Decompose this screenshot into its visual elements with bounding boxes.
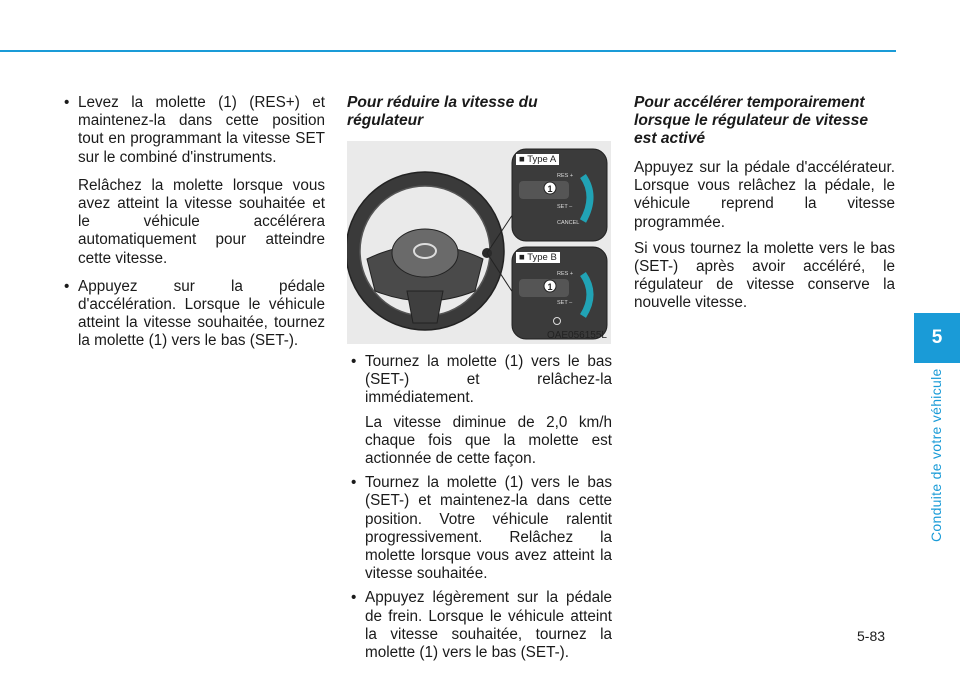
set-label-a: SET – bbox=[557, 204, 573, 210]
col2-bullet-3: • Appuyez légèrement sur la pédale de frein. Lorsque le véhicule atteint la vitesse souhaitée, tournez la molette (1) vers le bas (SET-). bbox=[347, 589, 612, 662]
page-number: 5-83 bbox=[857, 628, 886, 644]
column-2 bbox=[347, 94, 612, 130]
column-1 bbox=[60, 94, 325, 351]
section-heading-accelerate: Pour accélérer temporairement lorsque le régulateur de vitesse est activé bbox=[634, 94, 868, 147]
col3-paragraph-2: Si vous tournez la molette vers le bas (SET-) après avoir accéléré, le régulateur de vitesse conserve la nouvelle vitesse. bbox=[634, 239, 895, 312]
type-b-label: ■ Type B bbox=[516, 252, 560, 263]
col2-bullet-2: • Tournez la molette (1) vers le bas (SET-) et maintenez-la dans cette position. Votre véhicule ralentit progressivement. Relâchez la molette lorsque vous avez atteint la vitesse souhaitée. bbox=[347, 474, 612, 583]
chapter-number-tab: 5 bbox=[914, 313, 960, 363]
chapter-title-text: Conduite de votre véhicule bbox=[928, 368, 944, 542]
figure-code: OAE056155L bbox=[546, 330, 607, 341]
steering-wheel-illustration bbox=[347, 141, 611, 344]
cancel-label: CANCEL bbox=[557, 220, 580, 226]
steering-wheel-figure bbox=[347, 141, 611, 344]
col1-bullet-1: • Levez la molette (1) (RES+) et maintenez-la dans cette position tout en programmant la vitesse SET sur le combiné d'instruments. bbox=[60, 94, 325, 167]
col1-bullet-2: • Appuyez sur la pédale d'accélération. Lorsque le véhicule atteint la vitesse souhaitée, tournez la molette (1) vers le bas (SET-). bbox=[60, 278, 325, 351]
res-label-b: RES + bbox=[557, 271, 574, 277]
col3-paragraph-1: Appuyez sur la pédale d'accélérateur. Lorsque vous relâchez la pédale, le véhicule reprend la vitesse programmée. bbox=[634, 159, 895, 231]
section-heading-reduce: Pour réduire la vitesse du régulateur bbox=[347, 94, 538, 129]
column-2-lower bbox=[347, 353, 612, 662]
callout-1b: 1 bbox=[547, 282, 553, 292]
col1-paragraph: Relâchez la molette lorsque vous avez atteint la vitesse souhaitée et le véhicule accélérera automatiquement pour atteindre cette vitesse. bbox=[78, 176, 325, 267]
col2-paragraph: La vitesse diminue de 2,0 km/h chaque fois que la molette est actionnée de cette façon. bbox=[365, 413, 612, 468]
callout-1a: 1 bbox=[547, 184, 553, 194]
type-a-label: ■ Type A bbox=[516, 154, 559, 165]
set-label-b: SET – bbox=[557, 300, 573, 306]
top-rule bbox=[0, 50, 896, 52]
column-3 bbox=[634, 94, 895, 313]
res-label-a: RES + bbox=[557, 173, 574, 179]
col2-bullet-1: • Tournez la molette (1) vers le bas (SET-) et relâchez-la immédiatement. bbox=[347, 353, 612, 408]
